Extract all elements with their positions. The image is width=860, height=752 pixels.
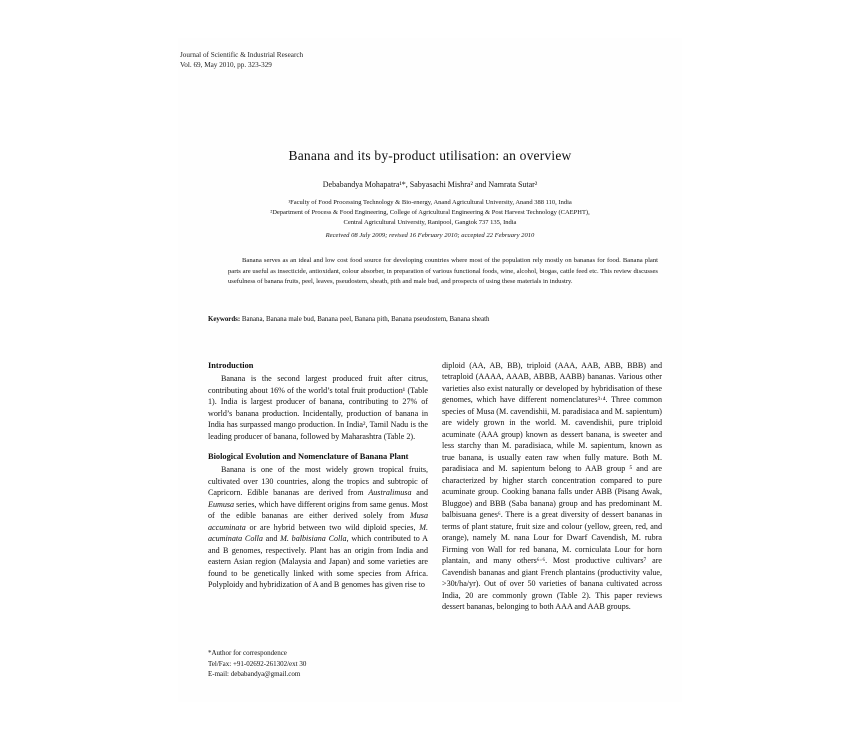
heading-introduction: Introduction xyxy=(208,361,254,370)
footnote xyxy=(208,648,438,680)
journal-issue: Vol. 69, May 2010, pp. 323-329 xyxy=(180,61,272,70)
column-right xyxy=(442,360,662,613)
evolution-text-b: and xyxy=(411,488,428,498)
footnote-email: E-mail: debabandya@gmail.com xyxy=(208,670,301,678)
evolution-text-e: and xyxy=(262,534,281,544)
received-dates: Received 08 July 2009; revised 16 February 2010; accepted 22 February 2010 xyxy=(325,232,535,239)
species-m-balbisiana-colla: M. balbisiana Colla xyxy=(280,534,347,544)
affiliation-line-3: Central Agricultural University, Ranipool, Gangtok 737 135, India xyxy=(343,218,517,226)
heading-biological-evolution: Biological Evolution and Nomenclature of Banana Plant xyxy=(208,452,409,462)
footnote-telefax: Tel/Fax: +91-02692-261302/ext 30 xyxy=(208,659,307,668)
keywords-label: Keywords: xyxy=(208,316,241,323)
species-musa-accuminata: Musa accuminata xyxy=(208,511,428,532)
page-title: Banana and its by-product utilisation: an overview xyxy=(288,148,572,163)
evolution-text-d: or are hybrid between two wild diploid species, xyxy=(245,522,420,532)
keywords-value: Banana, Banana male bud, Banana peel, Banana pith, Banana pseudostem, Banana sheath xyxy=(241,316,490,323)
column-left xyxy=(208,360,428,591)
footnote-correspondence: *Author for correspondence xyxy=(208,649,287,657)
keywords xyxy=(208,316,658,323)
evolution-text-a: Banana is one of the most widely grown tropical fruits, cultivated over 130 countries, along the tropics and subtropic of Capricorn. Edible bananas are derived from xyxy=(208,465,428,498)
journal-name: Journal of Scientific & Industrial Research xyxy=(180,51,304,59)
evolution-paragraph xyxy=(208,464,428,590)
affiliation-line-1: ¹Faculty of Food Processing Technology & Bio-energy, Anand Agricultural University, Anand 388 110, India xyxy=(288,199,572,206)
species-australimusa: Australimusa xyxy=(368,488,412,498)
intro-paragraph: Banana is the second largest produced fruit after citrus, contributing about 16% of the world’s total fruit production¹ (Table 1). India is largest producer of banana, contributing to 27% of world’s banana production. Incidentally, production of banana in India has surpassed mango production. In India², Tamil Nadu is the leading producer of banana, followed by Maharashtra (Table 2). xyxy=(208,374,428,441)
journal-header xyxy=(180,50,480,71)
evolution-text-f: , which contributed to A and B genomes, respectively. Plant has an origin from India and eastern Asian region (Malaysia and Japan) and some varieties are found to be genetically linked with some species from Africa. Polyploidy and hybridization of A and B genomes has given rise to xyxy=(208,534,429,590)
species-m-acuminata-colla: M. acuminata Colla xyxy=(208,522,428,544)
right-column-paragraph: diploid (AA, AB, BB), triploid (AAA, AAB, ABB, BBB) and tetraploid (AAAA, AAAB, ABBB, AABB) bananas. Various other varieties also exist naturally or developed by hybridisation of these genomes, which have different nomenclatures³·⁴. Three common species of Musa (M. cavendishii, M. paradisiaca and M. sapientum) are widely grown in the world. M. cavendishii, pure triploid acuminate (AAA group) known as dessert banana, is sweeter and less starchy than M. paradisiaca, while M. sapientum, known as true banana, is usually eaten raw when fully mature. Both M. paradisiaca and M. sapientum belong to AAB group ⁵ and are characterized by higher starch concentration compared to pure acuminate group. Cooking banana falls under ABB (Pisang Awak, Bluggoe) and BBB (Saba banana) group and has predominant M. balbisuana genes⁶. There is a great diversity of dessert bananas in terms of plant stature, fruit size and colour (yellow, green, red, and orange), namely M. nana Lour for Dwarf Cavendish, M. rubra Firming von Wall for red banana, M. corniculata Lour for horn plantain, and many others⁶·⁶. Most productive cultivars⁷ are Cavendish bananas and giant French plantains (productivity value, >30t/ha/yr). Out of over 50 varieties of banana cultivated across India, 20 are commonly grown (Table 2). This paper reviews dessert bananas, belonging to both AAA and AAB groups. xyxy=(442,361,662,612)
abstract-text: Banana serves as an ideal and low cost food source for developing countries where most of the population rely mostly on bananas for food. Banana plant parts are useful as insecticide, antioxidant, colour absorber, in preparation of various functional foods, wine, alcohol, biogas, cattle feed etc. This review discusses usefulness of banana fruits, peel, leaves, pseudostem, sheath, pith and male bud, and prospects of using these materials in industry. xyxy=(228,257,658,286)
affiliation-line-2: ²Department of Process & Food Engineering, College of Agricultural Engineering & Post Harvest Technology (CAEPHT), xyxy=(270,208,590,216)
author-list: Debabandya Mohapatra¹*, Sabyasachi Mishra² and Namrata Sutar² xyxy=(322,180,538,189)
evolution-text-c: series, which have different origins from same genus. Most of the edible bananas are either derived solely from xyxy=(208,499,428,521)
affiliations xyxy=(188,198,672,227)
abstract xyxy=(228,256,658,288)
species-eumusa: Eumusa xyxy=(208,499,235,509)
